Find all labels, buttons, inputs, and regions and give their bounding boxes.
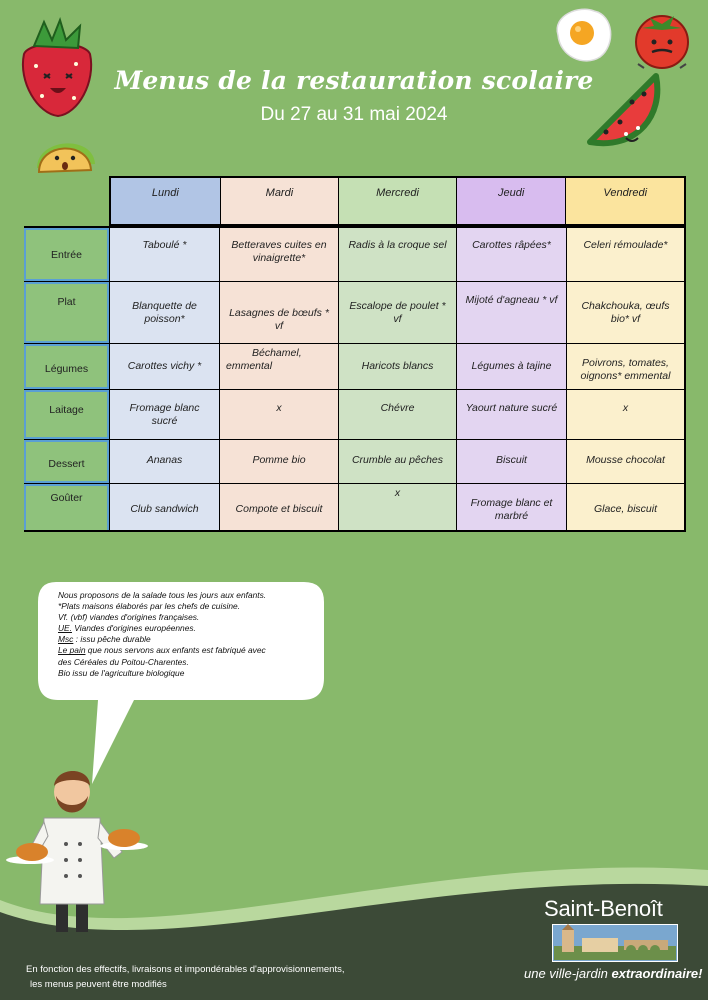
- table-row: [24, 483, 684, 532]
- cell-line: x: [276, 402, 282, 414]
- page-title: Menus de la restauration scolaire: [114, 66, 594, 95]
- taco-icon: [33, 128, 97, 180]
- menu-cell: [109, 390, 219, 439]
- menu-cell: [109, 484, 219, 532]
- note-term: UE.: [58, 623, 72, 634]
- cell-line: x: [622, 402, 629, 414]
- note-line: [58, 612, 324, 623]
- note-line: Bio issu de l'agriculture biologique: [58, 667, 185, 678]
- cell-line: Mijoté d'agneau * vf: [465, 294, 558, 306]
- menu-cell: [219, 282, 338, 343]
- note-desc: viandes d'origines françaises.: [87, 612, 200, 623]
- row-label-gouter: Goûter: [24, 484, 109, 532]
- cell-line: Compote et biscuit: [235, 502, 323, 515]
- menu-cell: [109, 344, 219, 389]
- menu-cell: [219, 228, 338, 281]
- cell-line: vf: [393, 312, 402, 325]
- cell-line: poisson*: [144, 312, 185, 325]
- footer-disclaimer: [26, 962, 426, 992]
- cell-line: Légumes à tajine: [471, 360, 552, 372]
- menu-table: [24, 176, 686, 532]
- cell-line: marbré: [494, 510, 529, 522]
- menu-cell: [566, 282, 684, 343]
- menu-cell: [456, 484, 566, 532]
- note-term: Msc: [58, 634, 74, 645]
- cell-line: Carottes râpées*: [472, 239, 551, 251]
- cell-line: Poivrons, tomates,: [582, 356, 669, 369]
- note-desc: que nous servons aux enfants est fabriqué avec: [85, 645, 266, 656]
- menu-cell: [566, 484, 684, 532]
- cell-line: vf: [274, 319, 284, 332]
- row-label-laitage: Laitage: [24, 390, 109, 439]
- cell-line: bio* vf: [610, 312, 641, 325]
- note-line: [58, 634, 324, 645]
- menu-cell: [566, 228, 684, 281]
- note-line: *Plats maisons élaborés par les chefs de cuisine.: [58, 601, 241, 612]
- town-photo-icon: [552, 924, 678, 962]
- menu-cell: [109, 440, 219, 483]
- menu-cell: [456, 282, 566, 343]
- cell-line: sucré: [151, 415, 178, 427]
- note-term: Vf. (vbf): [58, 612, 88, 623]
- menu-cell: [456, 228, 566, 281]
- cell-line: Escalope de poulet *: [349, 299, 446, 312]
- slogan-part: une ville-jardin: [524, 966, 612, 981]
- cell-line: Crumble au pêches: [351, 454, 444, 466]
- menu-cell: [566, 344, 684, 389]
- table-row: [24, 228, 684, 281]
- cell-line: Béchamel,: [252, 347, 302, 359]
- cell-line: Chévre: [380, 402, 415, 414]
- cell-line: Carottes vichy *: [127, 360, 202, 372]
- disclaimer-line: En fonction des effectifs, livraisons et impondérables d'approvisionnements,: [26, 964, 345, 975]
- row-label-plat: Plat: [24, 282, 109, 343]
- menu-cell: [456, 344, 566, 389]
- day-header-jeudi: Jeudi: [457, 178, 567, 224]
- disclaimer-line: les menus peuvent être modifiés: [30, 979, 167, 990]
- row-label-entree: Entrée: [24, 228, 109, 281]
- cell-line: Celeri rémoulade*: [583, 239, 668, 251]
- menu-cell: [456, 440, 566, 483]
- note-desc: Viandes d'origines européennes.: [71, 623, 196, 634]
- row-label-dessert: Dessert: [24, 440, 109, 483]
- menu-cell: [566, 440, 684, 483]
- cell-line: Biscuit: [496, 454, 527, 466]
- table-row: [24, 281, 684, 343]
- cell-line: Haricots blancs: [361, 360, 434, 372]
- fried-egg-icon: [550, 5, 616, 65]
- menu-cell: [338, 484, 456, 532]
- menu-cell: [219, 484, 338, 532]
- cell-line: Blanquette de: [132, 299, 197, 312]
- menu-cell: [109, 282, 219, 343]
- menu-cell: [219, 344, 338, 389]
- note-line: des Céréales du Poitou-Charentes.: [58, 656, 189, 667]
- day-header-mercredi: Mercredi: [339, 178, 457, 224]
- cell-line: Mousse chocolat: [586, 454, 665, 466]
- table-row: [24, 439, 684, 483]
- menu-cell: [456, 390, 566, 439]
- notes-text: [58, 590, 324, 679]
- cell-line: Yaourt nature sucré: [465, 402, 558, 414]
- cell-line: Club sandwich: [130, 502, 199, 515]
- chef-illustration: [4, 756, 154, 936]
- cell-line: Pomme bio: [252, 454, 306, 466]
- menu-cell: [338, 440, 456, 483]
- city-slogan: [524, 966, 702, 981]
- cell-line: Ananas: [146, 454, 183, 466]
- cell-line: x: [394, 487, 401, 499]
- day-header-mardi: Mardi: [221, 178, 340, 224]
- cell-line: Betteraves cuites en: [231, 239, 327, 251]
- note-desc: : issu pêche durable: [73, 634, 151, 645]
- menu-cell: [338, 344, 456, 389]
- cell-line: emmental: [226, 360, 273, 372]
- day-header-row: [109, 176, 686, 226]
- day-header-lundi: Lundi: [111, 178, 221, 224]
- day-header-vendredi: Vendredi: [566, 178, 684, 224]
- menu-body: [24, 226, 686, 532]
- note-line: [58, 623, 324, 634]
- cell-line: Radis à la croque sel: [348, 239, 447, 251]
- table-row: [24, 343, 684, 389]
- cell-line: Fromage blanc: [129, 402, 200, 414]
- table-row: [24, 389, 684, 439]
- cell-line: Fromage blanc et: [470, 497, 553, 509]
- cell-line: Lasagnes de bœufs *: [229, 306, 329, 319]
- cell-line: Chakchouka, œufs: [581, 299, 670, 312]
- cell-line: vinaigrette*: [252, 252, 306, 264]
- menu-cell: [338, 228, 456, 281]
- menu-cell: [219, 440, 338, 483]
- row-label-legumes: Légumes: [24, 344, 109, 389]
- slogan-emphasis: extraordinaire!: [611, 966, 703, 981]
- tomato-icon: [628, 6, 696, 70]
- cell-line: Taboulé *: [142, 239, 187, 251]
- menu-cell: [566, 390, 684, 439]
- cell-line: Glace, biscuit: [593, 502, 658, 515]
- note-line: Nous proposons de la salade tous les jours aux enfants.: [58, 590, 267, 600]
- note-term: Le pain: [58, 645, 86, 656]
- menu-cell: [338, 390, 456, 439]
- date-range: Du 27 au 31 mai 2024: [260, 104, 448, 125]
- cell-line: oignons* emmental: [580, 369, 671, 382]
- menu-cell: [109, 228, 219, 281]
- menu-cell: [219, 390, 338, 439]
- menu-cell: [338, 282, 456, 343]
- note-line: [58, 645, 324, 656]
- city-logo-name: Saint-Benoît: [544, 896, 663, 921]
